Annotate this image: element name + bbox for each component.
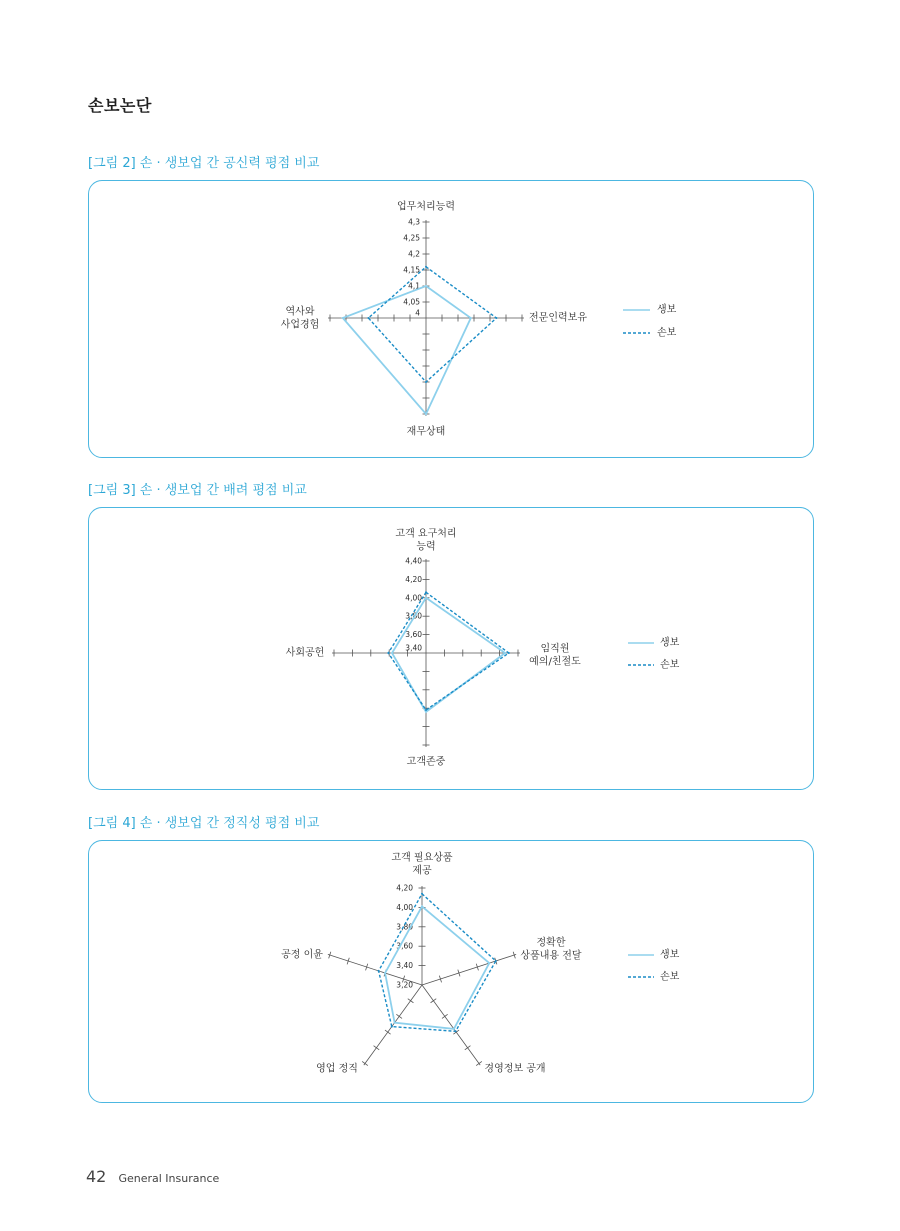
axis-category-label-line: 전문인력보유 [528, 312, 587, 324]
radial-tick-label: 3,80 [396, 922, 413, 932]
nonlife-insurance-data-point [421, 893, 423, 895]
axis-category-label-line: 경영정보 공개 [484, 1063, 546, 1075]
axis-category-label-line: 임직원 [540, 643, 570, 655]
axis-category-label-line: 고객 요구처리 [395, 528, 457, 540]
axis-category-label-line: 상품내용 전달 [520, 950, 582, 962]
publication-name: General Insurance [118, 1172, 220, 1185]
nonlife-insurance-data-point [495, 317, 497, 319]
page-footer [86, 1167, 219, 1186]
life-insurance-data-point [504, 652, 506, 654]
axis-tick [407, 998, 413, 1002]
nonlife-insurance-data-point [495, 960, 497, 962]
radial-tick-label: 3,60 [405, 629, 422, 639]
radial-tick-label: 4,3 [407, 217, 420, 227]
chart-legend [623, 302, 677, 338]
axis-category-label [529, 641, 581, 667]
axis-tick [396, 1014, 402, 1018]
figure-4-title: [그림 4] 손 · 생보업 간 정직성 평점 비교 [88, 816, 320, 831]
nonlife-insurance-series [367, 266, 497, 383]
legend-label: 손보 [659, 971, 680, 983]
figure-2-radar-chart [88, 180, 814, 458]
axis-tick [385, 1030, 391, 1034]
radar-axes [328, 220, 524, 416]
legend-label: 생보 [659, 949, 680, 961]
radial-tick-label: 3,20 [396, 980, 413, 990]
radial-tick-label: 3,60 [396, 941, 413, 951]
axis-tick [373, 1045, 379, 1049]
axis-tick [430, 998, 436, 1002]
life-insurance-data-point [425, 413, 427, 415]
axis-category-label-line: 고객존중 [406, 756, 446, 768]
life-insurance-data-point [421, 905, 423, 907]
legend-label: 생보 [656, 304, 677, 316]
axis-tick [442, 1014, 448, 1018]
radial-tick-label: 4,1 [407, 281, 420, 291]
axis-category-label-line: 고객 필요상품 [391, 852, 453, 864]
radial-tick-label: 3,40 [396, 960, 413, 970]
figure-4-chart-frame [88, 840, 814, 1103]
nonlife-insurance-data-point [425, 381, 427, 383]
legend-label: 손보 [656, 327, 677, 339]
life-insurance-data-point [425, 597, 427, 599]
figure-2-title: [그림 2] 손 · 생보업 간 공신력 평점 비교 [88, 156, 320, 171]
radial-tick-label: 4,00 [405, 593, 422, 603]
axis-category-label [529, 310, 587, 323]
axis-category-label-line: 업무처리능력 [396, 201, 455, 213]
radial-tick-label: 4 [414, 308, 420, 318]
radial-tick-labels [403, 217, 420, 317]
nonlife-insurance-data-point [425, 266, 427, 268]
axis-category-label [316, 1061, 358, 1074]
axis-category-label-line: 재무상태 [406, 426, 446, 438]
axis-category-label [397, 199, 455, 212]
figure-3-chart-frame [88, 507, 814, 790]
radial-tick-label: 4,20 [405, 574, 422, 584]
radial-tick-label: 4,00 [396, 902, 413, 912]
radial-tick-label: 4,20 [396, 883, 413, 893]
nonlife-insurance-series-line [368, 267, 496, 382]
legend-label: 생보 [659, 637, 680, 649]
axis-category-labels [285, 526, 580, 767]
radial-tick-label: 4,2 [407, 249, 420, 259]
axis-category-label [484, 1061, 545, 1074]
radial-tick-label: 4,40 [405, 556, 422, 566]
figure-2-chart-frame [88, 180, 814, 458]
nonlife-insurance-data-point [508, 652, 510, 654]
nonlife-insurance-data-point [425, 709, 427, 711]
radial-tick-label: 3,40 [405, 643, 422, 653]
axis-category-label [395, 526, 456, 552]
nonlife-insurance-data-point [454, 1030, 456, 1032]
axis-category-label [391, 850, 452, 876]
axis-category-label [281, 947, 323, 960]
page-number: 42 [86, 1167, 107, 1186]
axis-category-label-line: 제공 [412, 865, 432, 877]
chart-legend [628, 635, 680, 670]
radial-tick-label: 4,05 [403, 297, 420, 307]
radar-axis-line [422, 954, 516, 985]
axis-category-label [520, 935, 581, 961]
axis-category-labels [280, 199, 587, 437]
life-insurance-data-point [342, 317, 344, 319]
radar-axes [332, 559, 520, 747]
axis-category-label-line: 역사와 [285, 306, 315, 318]
axis-category-label-line: 능력 [416, 541, 436, 553]
life-insurance-data-point [453, 1028, 455, 1030]
figure-3-radar-chart [88, 507, 814, 790]
axis-category-label [406, 424, 445, 437]
figure-3-title: [그림 3] 손 · 생보업 간 배려 평점 비교 [88, 483, 307, 498]
life-insurance-data-point [393, 1021, 395, 1023]
axis-category-label-line: 공정 이윤 [280, 949, 323, 961]
life-insurance-data-point [425, 285, 427, 287]
axis-category-label [280, 304, 319, 330]
axis-category-label [406, 754, 445, 767]
axis-category-label-line: 영업 정직 [315, 1063, 358, 1075]
figure-4-radar-chart [88, 840, 814, 1103]
axis-category-label-line: 예의/친절도 [528, 656, 581, 668]
life-insurance-data-point [391, 652, 393, 654]
nonlife-insurance-data-point [367, 317, 369, 319]
life-insurance-data-point [488, 962, 490, 964]
nonlife-insurance-data-point [425, 591, 427, 593]
axis-category-label-line: 사업경험 [280, 319, 320, 331]
radial-tick-label: 4,15 [403, 265, 420, 275]
axis-category-label [285, 645, 324, 658]
section-title: 손보논단 [88, 96, 152, 115]
axis-tick [362, 1061, 368, 1065]
axis-tick [464, 1045, 470, 1049]
nonlife-insurance-data-point [387, 652, 389, 654]
radial-tick-label: 4,25 [403, 233, 420, 243]
radial-tick-label: 3,80 [405, 611, 422, 621]
life-insurance-data-point [384, 972, 386, 974]
nonlife-insurance-data-point [391, 1025, 393, 1027]
axis-category-label-line: 사회공헌 [285, 647, 325, 659]
nonlife-insurance-data-point [377, 970, 379, 972]
chart-legend [628, 947, 680, 982]
axis-tick [476, 1061, 482, 1065]
axis-category-label-line: 정확한 [536, 937, 566, 949]
legend-label: 손보 [659, 659, 680, 671]
life-insurance-data-point [470, 317, 472, 319]
life-insurance-data-point [425, 711, 427, 713]
radial-tick-labels [405, 556, 422, 652]
axis-category-labels [281, 850, 582, 1074]
